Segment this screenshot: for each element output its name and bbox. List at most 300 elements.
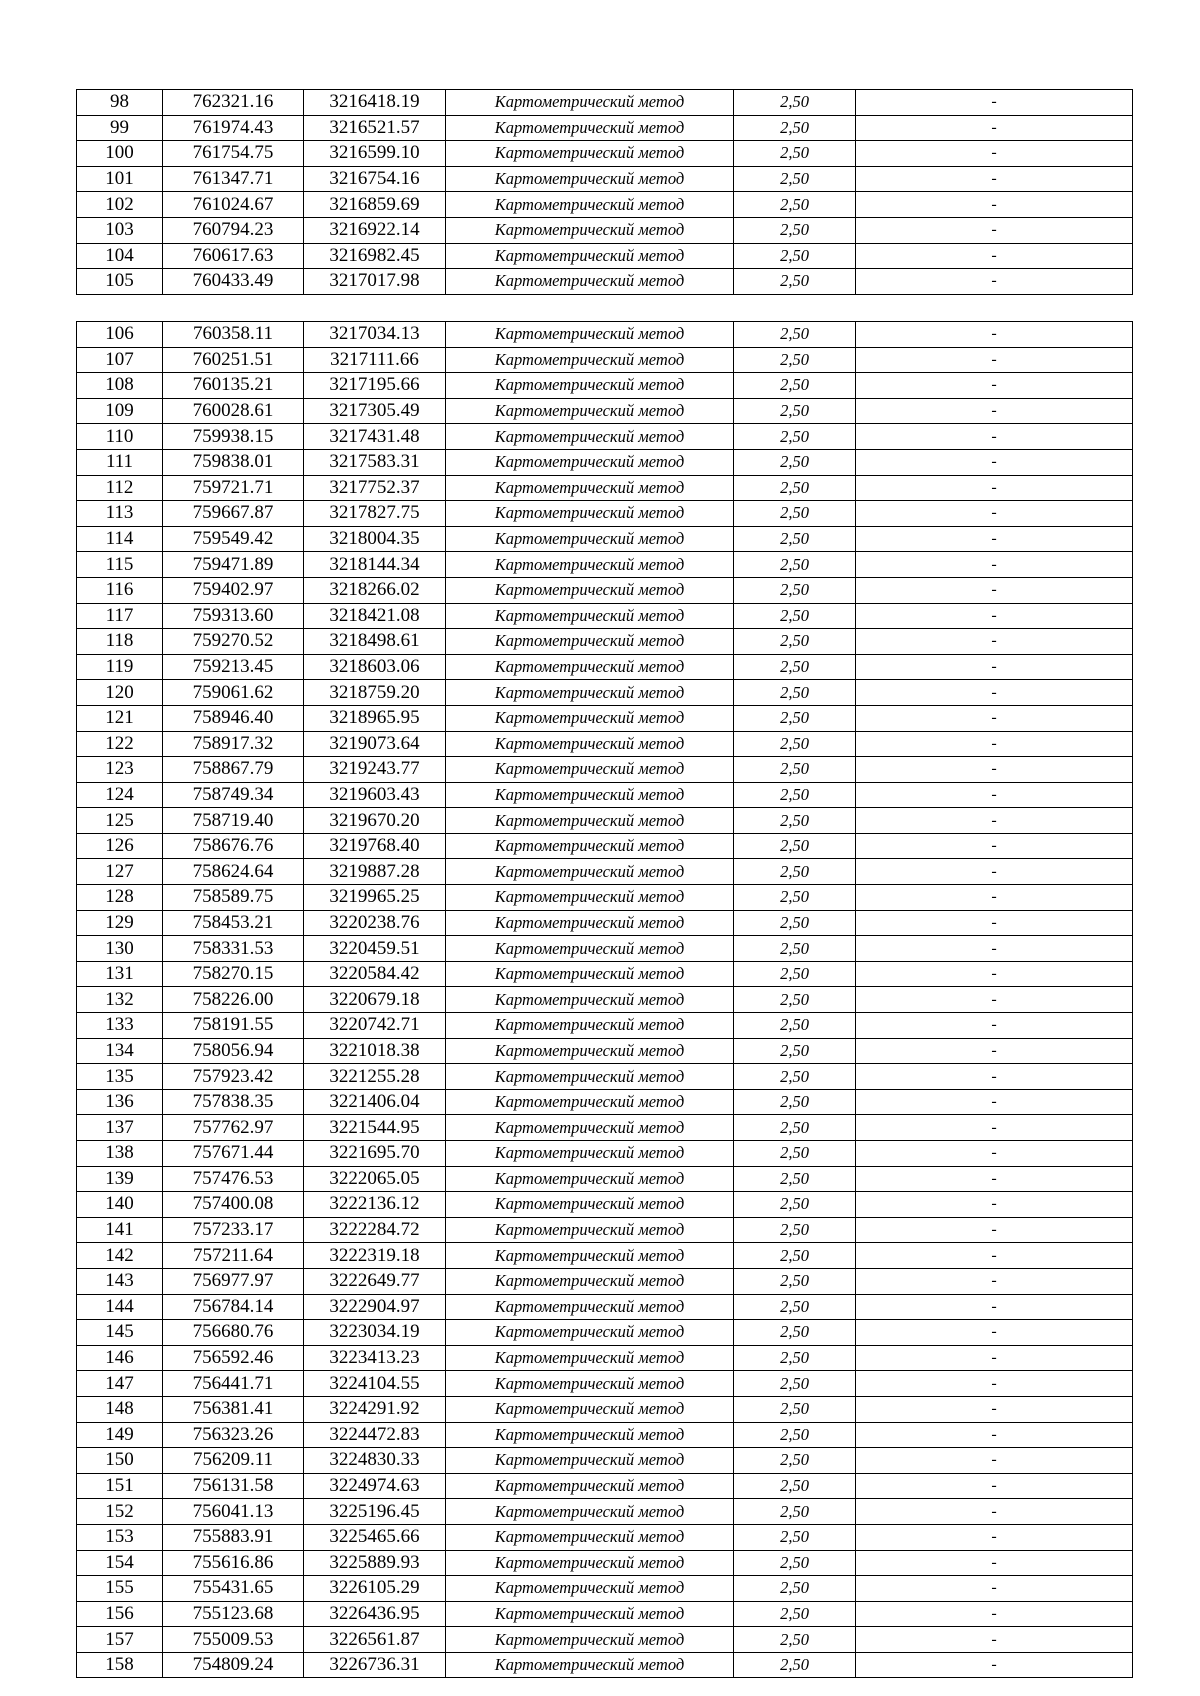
point-number-cell: 156 xyxy=(77,1601,163,1627)
precision-cell: 2,50 xyxy=(734,1524,856,1550)
precision-cell: 2,50 xyxy=(734,1013,856,1039)
x-coordinate-cell: 758331.53 xyxy=(163,936,304,962)
method-cell: Картометрический метод xyxy=(446,629,734,655)
method-cell: Картометрический метод xyxy=(446,680,734,706)
point-number-cell: 149 xyxy=(77,1422,163,1448)
y-coordinate-cell: 3219243.77 xyxy=(304,757,446,783)
method-cell: Картометрический метод xyxy=(446,1652,734,1678)
method-cell: Картометрический метод xyxy=(446,115,734,141)
precision-cell: 2,50 xyxy=(734,1243,856,1269)
table-row xyxy=(77,1166,1133,1192)
precision-cell: 2,50 xyxy=(734,115,856,141)
precision-cell: 2,50 xyxy=(734,577,856,603)
x-coordinate-cell: 757762.97 xyxy=(163,1115,304,1141)
x-coordinate-cell: 758453.21 xyxy=(163,910,304,936)
y-coordinate-cell: 3224830.33 xyxy=(304,1448,446,1474)
x-coordinate-cell: 759402.97 xyxy=(163,577,304,603)
note-cell: - xyxy=(856,705,1133,731)
method-cell: Картометрический метод xyxy=(446,987,734,1013)
precision-cell: 2,50 xyxy=(734,1396,856,1422)
point-number-cell: 104 xyxy=(77,243,163,269)
method-cell: Картометрический метод xyxy=(446,705,734,731)
precision-cell: 2,50 xyxy=(734,1345,856,1371)
precision-cell: 2,50 xyxy=(734,910,856,936)
note-cell: - xyxy=(856,322,1133,348)
x-coordinate-cell: 756323.26 xyxy=(163,1422,304,1448)
table-row xyxy=(77,654,1133,680)
precision-cell: 2,50 xyxy=(734,1268,856,1294)
table-row xyxy=(77,1115,1133,1141)
table-row xyxy=(77,1217,1133,1243)
note-cell: - xyxy=(856,1371,1133,1397)
y-coordinate-cell: 3221544.95 xyxy=(304,1115,446,1141)
x-coordinate-cell: 754809.24 xyxy=(163,1652,304,1678)
method-cell: Картометрический метод xyxy=(446,449,734,475)
table-row xyxy=(77,782,1133,808)
precision-cell: 2,50 xyxy=(734,217,856,243)
point-number-cell: 110 xyxy=(77,424,163,450)
method-cell: Картометрический метод xyxy=(446,398,734,424)
precision-cell: 2,50 xyxy=(734,1627,856,1653)
note-cell: - xyxy=(856,961,1133,987)
note-cell: - xyxy=(856,654,1133,680)
precision-cell: 2,50 xyxy=(734,961,856,987)
x-coordinate-cell: 757233.17 xyxy=(163,1217,304,1243)
y-coordinate-cell: 3226561.87 xyxy=(304,1627,446,1653)
point-number-cell: 122 xyxy=(77,731,163,757)
y-coordinate-cell: 3216922.14 xyxy=(304,217,446,243)
y-coordinate-cell: 3218759.20 xyxy=(304,680,446,706)
precision-cell: 2,50 xyxy=(734,1576,856,1602)
x-coordinate-cell: 758226.00 xyxy=(163,987,304,1013)
y-coordinate-cell: 3221255.28 xyxy=(304,1064,446,1090)
y-coordinate-cell: 3226105.29 xyxy=(304,1576,446,1602)
y-coordinate-cell: 3218498.61 xyxy=(304,629,446,655)
method-cell: Картометрический метод xyxy=(446,1473,734,1499)
note-cell: - xyxy=(856,1652,1133,1678)
method-cell: Картометрический метод xyxy=(446,654,734,680)
x-coordinate-cell: 758589.75 xyxy=(163,885,304,911)
table-row xyxy=(77,1627,1133,1653)
table-row xyxy=(77,424,1133,450)
y-coordinate-cell: 3218965.95 xyxy=(304,705,446,731)
table-row xyxy=(77,192,1133,218)
table-body xyxy=(77,90,1133,295)
method-cell: Картометрический метод xyxy=(446,526,734,552)
note-cell: - xyxy=(856,833,1133,859)
precision-cell: 2,50 xyxy=(734,1115,856,1141)
x-coordinate-cell: 758676.76 xyxy=(163,833,304,859)
point-number-cell: 155 xyxy=(77,1576,163,1602)
point-number-cell: 107 xyxy=(77,347,163,373)
y-coordinate-cell: 3224472.83 xyxy=(304,1422,446,1448)
note-cell: - xyxy=(856,449,1133,475)
method-cell: Картометрический метод xyxy=(446,1550,734,1576)
note-cell: - xyxy=(856,347,1133,373)
y-coordinate-cell: 3216982.45 xyxy=(304,243,446,269)
point-number-cell: 144 xyxy=(77,1294,163,1320)
point-number-cell: 133 xyxy=(77,1013,163,1039)
y-coordinate-cell: 3217305.49 xyxy=(304,398,446,424)
method-cell: Картометрический метод xyxy=(446,1141,734,1167)
point-number-cell: 114 xyxy=(77,526,163,552)
method-cell: Картометрический метод xyxy=(446,577,734,603)
precision-cell: 2,50 xyxy=(734,526,856,552)
point-number-cell: 118 xyxy=(77,629,163,655)
table-row xyxy=(77,141,1133,167)
note-cell: - xyxy=(856,1627,1133,1653)
point-number-cell: 139 xyxy=(77,1166,163,1192)
y-coordinate-cell: 3216521.57 xyxy=(304,115,446,141)
precision-cell: 2,50 xyxy=(734,1166,856,1192)
method-cell: Картометрический метод xyxy=(446,757,734,783)
note-cell: - xyxy=(856,115,1133,141)
point-number-cell: 129 xyxy=(77,910,163,936)
method-cell: Картометрический метод xyxy=(446,1320,734,1346)
y-coordinate-cell: 3220679.18 xyxy=(304,987,446,1013)
y-coordinate-cell: 3218266.02 xyxy=(304,577,446,603)
y-coordinate-cell: 3216754.16 xyxy=(304,166,446,192)
note-cell: - xyxy=(856,1601,1133,1627)
precision-cell: 2,50 xyxy=(734,449,856,475)
table-row xyxy=(77,552,1133,578)
precision-cell: 2,50 xyxy=(734,1601,856,1627)
precision-cell: 2,50 xyxy=(734,1089,856,1115)
method-cell: Картометрический метод xyxy=(446,501,734,527)
x-coordinate-cell: 761754.75 xyxy=(163,141,304,167)
note-cell: - xyxy=(856,373,1133,399)
precision-cell: 2,50 xyxy=(734,603,856,629)
table-row xyxy=(77,347,1133,373)
point-number-cell: 113 xyxy=(77,501,163,527)
y-coordinate-cell: 3224974.63 xyxy=(304,1473,446,1499)
y-coordinate-cell: 3217195.66 xyxy=(304,373,446,399)
table-row xyxy=(77,1268,1133,1294)
note-cell: - xyxy=(856,859,1133,885)
y-coordinate-cell: 3217431.48 xyxy=(304,424,446,450)
method-cell: Картометрический метод xyxy=(446,90,734,116)
point-number-cell: 123 xyxy=(77,757,163,783)
x-coordinate-cell: 757400.08 xyxy=(163,1192,304,1218)
y-coordinate-cell: 3220238.76 xyxy=(304,910,446,936)
point-number-cell: 137 xyxy=(77,1115,163,1141)
method-cell: Картометрический метод xyxy=(446,833,734,859)
point-number-cell: 138 xyxy=(77,1141,163,1167)
method-cell: Картометрический метод xyxy=(446,1089,734,1115)
point-number-cell: 157 xyxy=(77,1627,163,1653)
table-row xyxy=(77,731,1133,757)
precision-cell: 2,50 xyxy=(734,705,856,731)
method-cell: Картометрический метод xyxy=(446,731,734,757)
precision-cell: 2,50 xyxy=(734,654,856,680)
precision-cell: 2,50 xyxy=(734,347,856,373)
note-cell: - xyxy=(856,1422,1133,1448)
point-number-cell: 111 xyxy=(77,449,163,475)
x-coordinate-cell: 758056.94 xyxy=(163,1038,304,1064)
x-coordinate-cell: 757211.64 xyxy=(163,1243,304,1269)
table-row xyxy=(77,526,1133,552)
x-coordinate-cell: 761024.67 xyxy=(163,192,304,218)
note-cell: - xyxy=(856,910,1133,936)
table-row xyxy=(77,373,1133,399)
table-row xyxy=(77,936,1133,962)
x-coordinate-cell: 756381.41 xyxy=(163,1396,304,1422)
method-cell: Картометрический метод xyxy=(446,1192,734,1218)
y-coordinate-cell: 3218144.34 xyxy=(304,552,446,578)
precision-cell: 2,50 xyxy=(734,1652,856,1678)
method-cell: Картометрический метод xyxy=(446,910,734,936)
table-row xyxy=(77,1499,1133,1525)
table-row xyxy=(77,757,1133,783)
y-coordinate-cell: 3220459.51 xyxy=(304,936,446,962)
y-coordinate-cell: 3217827.75 xyxy=(304,501,446,527)
x-coordinate-cell: 758270.15 xyxy=(163,961,304,987)
y-coordinate-cell: 3219887.28 xyxy=(304,859,446,885)
y-coordinate-cell: 3217111.66 xyxy=(304,347,446,373)
note-cell: - xyxy=(856,552,1133,578)
method-cell: Картометрический метод xyxy=(446,1422,734,1448)
y-coordinate-cell: 3223034.19 xyxy=(304,1320,446,1346)
precision-cell: 2,50 xyxy=(734,1038,856,1064)
x-coordinate-cell: 761974.43 xyxy=(163,115,304,141)
precision-cell: 2,50 xyxy=(734,885,856,911)
x-coordinate-cell: 759838.01 xyxy=(163,449,304,475)
method-cell: Картометрический метод xyxy=(446,961,734,987)
note-cell: - xyxy=(856,1217,1133,1243)
table-row xyxy=(77,449,1133,475)
point-number-cell: 154 xyxy=(77,1550,163,1576)
point-number-cell: 112 xyxy=(77,475,163,501)
note-cell: - xyxy=(856,782,1133,808)
point-number-cell: 143 xyxy=(77,1268,163,1294)
point-number-cell: 142 xyxy=(77,1243,163,1269)
note-cell: - xyxy=(856,1576,1133,1602)
precision-cell: 2,50 xyxy=(734,629,856,655)
note-cell: - xyxy=(856,192,1133,218)
point-number-cell: 105 xyxy=(77,269,163,295)
y-coordinate-cell: 3216599.10 xyxy=(304,141,446,167)
point-number-cell: 120 xyxy=(77,680,163,706)
table-row xyxy=(77,1448,1133,1474)
y-coordinate-cell: 3219965.25 xyxy=(304,885,446,911)
y-coordinate-cell: 3222649.77 xyxy=(304,1268,446,1294)
table-row xyxy=(77,1576,1133,1602)
y-coordinate-cell: 3221695.70 xyxy=(304,1141,446,1167)
x-coordinate-cell: 760794.23 xyxy=(163,217,304,243)
note-cell: - xyxy=(856,269,1133,295)
point-number-cell: 98 xyxy=(77,90,163,116)
x-coordinate-cell: 758749.34 xyxy=(163,782,304,808)
note-cell: - xyxy=(856,603,1133,629)
table-row xyxy=(77,475,1133,501)
point-number-cell: 151 xyxy=(77,1473,163,1499)
x-coordinate-cell: 756441.71 xyxy=(163,1371,304,1397)
method-cell: Картометрический метод xyxy=(446,1345,734,1371)
note-cell: - xyxy=(856,1192,1133,1218)
point-number-cell: 134 xyxy=(77,1038,163,1064)
x-coordinate-cell: 758946.40 xyxy=(163,705,304,731)
y-coordinate-cell: 3222065.05 xyxy=(304,1166,446,1192)
table-row xyxy=(77,1038,1133,1064)
x-coordinate-cell: 756680.76 xyxy=(163,1320,304,1346)
table-row xyxy=(77,217,1133,243)
x-coordinate-cell: 759938.15 xyxy=(163,424,304,450)
table-row xyxy=(77,1524,1133,1550)
table-row xyxy=(77,1550,1133,1576)
note-cell: - xyxy=(856,757,1133,783)
precision-cell: 2,50 xyxy=(734,757,856,783)
y-coordinate-cell: 3219670.20 xyxy=(304,808,446,834)
precision-cell: 2,50 xyxy=(734,141,856,167)
note-cell: - xyxy=(856,1294,1133,1320)
method-cell: Картометрический метод xyxy=(446,1217,734,1243)
x-coordinate-cell: 758719.40 xyxy=(163,808,304,834)
method-cell: Картометрический метод xyxy=(446,808,734,834)
table-row xyxy=(77,808,1133,834)
y-coordinate-cell: 3217752.37 xyxy=(304,475,446,501)
method-cell: Картометрический метод xyxy=(446,1268,734,1294)
x-coordinate-cell: 755009.53 xyxy=(163,1627,304,1653)
method-cell: Картометрический метод xyxy=(446,373,734,399)
point-number-cell: 158 xyxy=(77,1652,163,1678)
y-coordinate-cell: 3226736.31 xyxy=(304,1652,446,1678)
point-number-cell: 116 xyxy=(77,577,163,603)
point-number-cell: 148 xyxy=(77,1396,163,1422)
precision-cell: 2,50 xyxy=(734,680,856,706)
method-cell: Картометрический метод xyxy=(446,936,734,962)
note-cell: - xyxy=(856,1396,1133,1422)
method-cell: Картометрический метод xyxy=(446,166,734,192)
table-row xyxy=(77,1141,1133,1167)
note-cell: - xyxy=(856,1448,1133,1474)
y-coordinate-cell: 3226436.95 xyxy=(304,1601,446,1627)
y-coordinate-cell: 3218004.35 xyxy=(304,526,446,552)
y-coordinate-cell: 3224291.92 xyxy=(304,1396,446,1422)
table-row xyxy=(77,1345,1133,1371)
x-coordinate-cell: 760358.11 xyxy=(163,322,304,348)
precision-cell: 2,50 xyxy=(734,398,856,424)
method-cell: Картометрический метод xyxy=(446,1524,734,1550)
point-number-cell: 108 xyxy=(77,373,163,399)
table-row xyxy=(77,1243,1133,1269)
method-cell: Картометрический метод xyxy=(446,243,734,269)
note-cell: - xyxy=(856,1064,1133,1090)
table-row xyxy=(77,1473,1133,1499)
precision-cell: 2,50 xyxy=(734,1422,856,1448)
method-cell: Картометрический метод xyxy=(446,603,734,629)
note-cell: - xyxy=(856,987,1133,1013)
y-coordinate-cell: 3222284.72 xyxy=(304,1217,446,1243)
method-cell: Картометрический метод xyxy=(446,1601,734,1627)
method-cell: Картометрический метод xyxy=(446,885,734,911)
precision-cell: 2,50 xyxy=(734,90,856,116)
x-coordinate-cell: 758867.79 xyxy=(163,757,304,783)
x-coordinate-cell: 760251.51 xyxy=(163,347,304,373)
y-coordinate-cell: 3225889.93 xyxy=(304,1550,446,1576)
y-coordinate-cell: 3218421.08 xyxy=(304,603,446,629)
note-cell: - xyxy=(856,90,1133,116)
method-cell: Картометрический метод xyxy=(446,1576,734,1602)
table-row xyxy=(77,987,1133,1013)
precision-cell: 2,50 xyxy=(734,424,856,450)
method-cell: Картометрический метод xyxy=(446,1396,734,1422)
note-cell: - xyxy=(856,141,1133,167)
point-number-cell: 146 xyxy=(77,1345,163,1371)
y-coordinate-cell: 3222904.97 xyxy=(304,1294,446,1320)
point-number-cell: 131 xyxy=(77,961,163,987)
method-cell: Картометрический метод xyxy=(446,1627,734,1653)
x-coordinate-cell: 762321.16 xyxy=(163,90,304,116)
table-row xyxy=(77,269,1133,295)
y-coordinate-cell: 3220584.42 xyxy=(304,961,446,987)
method-cell: Картометрический метод xyxy=(446,859,734,885)
point-number-cell: 117 xyxy=(77,603,163,629)
x-coordinate-cell: 759270.52 xyxy=(163,629,304,655)
point-number-cell: 147 xyxy=(77,1371,163,1397)
x-coordinate-cell: 756209.11 xyxy=(163,1448,304,1474)
x-coordinate-cell: 757838.35 xyxy=(163,1089,304,1115)
table-row xyxy=(77,1396,1133,1422)
table-row xyxy=(77,629,1133,655)
x-coordinate-cell: 759061.62 xyxy=(163,680,304,706)
precision-cell: 2,50 xyxy=(734,833,856,859)
precision-cell: 2,50 xyxy=(734,987,856,1013)
note-cell: - xyxy=(856,1115,1133,1141)
note-cell: - xyxy=(856,501,1133,527)
note-cell: - xyxy=(856,629,1133,655)
x-coordinate-cell: 759471.89 xyxy=(163,552,304,578)
x-coordinate-cell: 755883.91 xyxy=(163,1524,304,1550)
y-coordinate-cell: 3217583.31 xyxy=(304,449,446,475)
y-coordinate-cell: 3225196.45 xyxy=(304,1499,446,1525)
x-coordinate-cell: 756977.97 xyxy=(163,1268,304,1294)
precision-cell: 2,50 xyxy=(734,1371,856,1397)
table-body xyxy=(77,322,1133,1678)
y-coordinate-cell: 3222319.18 xyxy=(304,1243,446,1269)
y-coordinate-cell: 3222136.12 xyxy=(304,1192,446,1218)
point-number-cell: 124 xyxy=(77,782,163,808)
point-number-cell: 115 xyxy=(77,552,163,578)
y-coordinate-cell: 3220742.71 xyxy=(304,1013,446,1039)
note-cell: - xyxy=(856,1089,1133,1115)
note-cell: - xyxy=(856,1499,1133,1525)
table-row xyxy=(77,1064,1133,1090)
precision-cell: 2,50 xyxy=(734,552,856,578)
precision-cell: 2,50 xyxy=(734,1064,856,1090)
table-row xyxy=(77,1013,1133,1039)
x-coordinate-cell: 757476.53 xyxy=(163,1166,304,1192)
table-row xyxy=(77,603,1133,629)
y-coordinate-cell: 3218603.06 xyxy=(304,654,446,680)
point-number-cell: 121 xyxy=(77,705,163,731)
point-number-cell: 125 xyxy=(77,808,163,834)
note-cell: - xyxy=(856,1243,1133,1269)
point-number-cell: 136 xyxy=(77,1089,163,1115)
table-row xyxy=(77,705,1133,731)
precision-cell: 2,50 xyxy=(734,269,856,295)
point-number-cell: 127 xyxy=(77,859,163,885)
x-coordinate-cell: 760433.49 xyxy=(163,269,304,295)
point-number-cell: 132 xyxy=(77,987,163,1013)
precision-cell: 2,50 xyxy=(734,243,856,269)
x-coordinate-cell: 756784.14 xyxy=(163,1294,304,1320)
x-coordinate-cell: 757923.42 xyxy=(163,1064,304,1090)
table-row xyxy=(77,833,1133,859)
y-coordinate-cell: 3223413.23 xyxy=(304,1345,446,1371)
note-cell: - xyxy=(856,526,1133,552)
note-cell: - xyxy=(856,731,1133,757)
y-coordinate-cell: 3225465.66 xyxy=(304,1524,446,1550)
